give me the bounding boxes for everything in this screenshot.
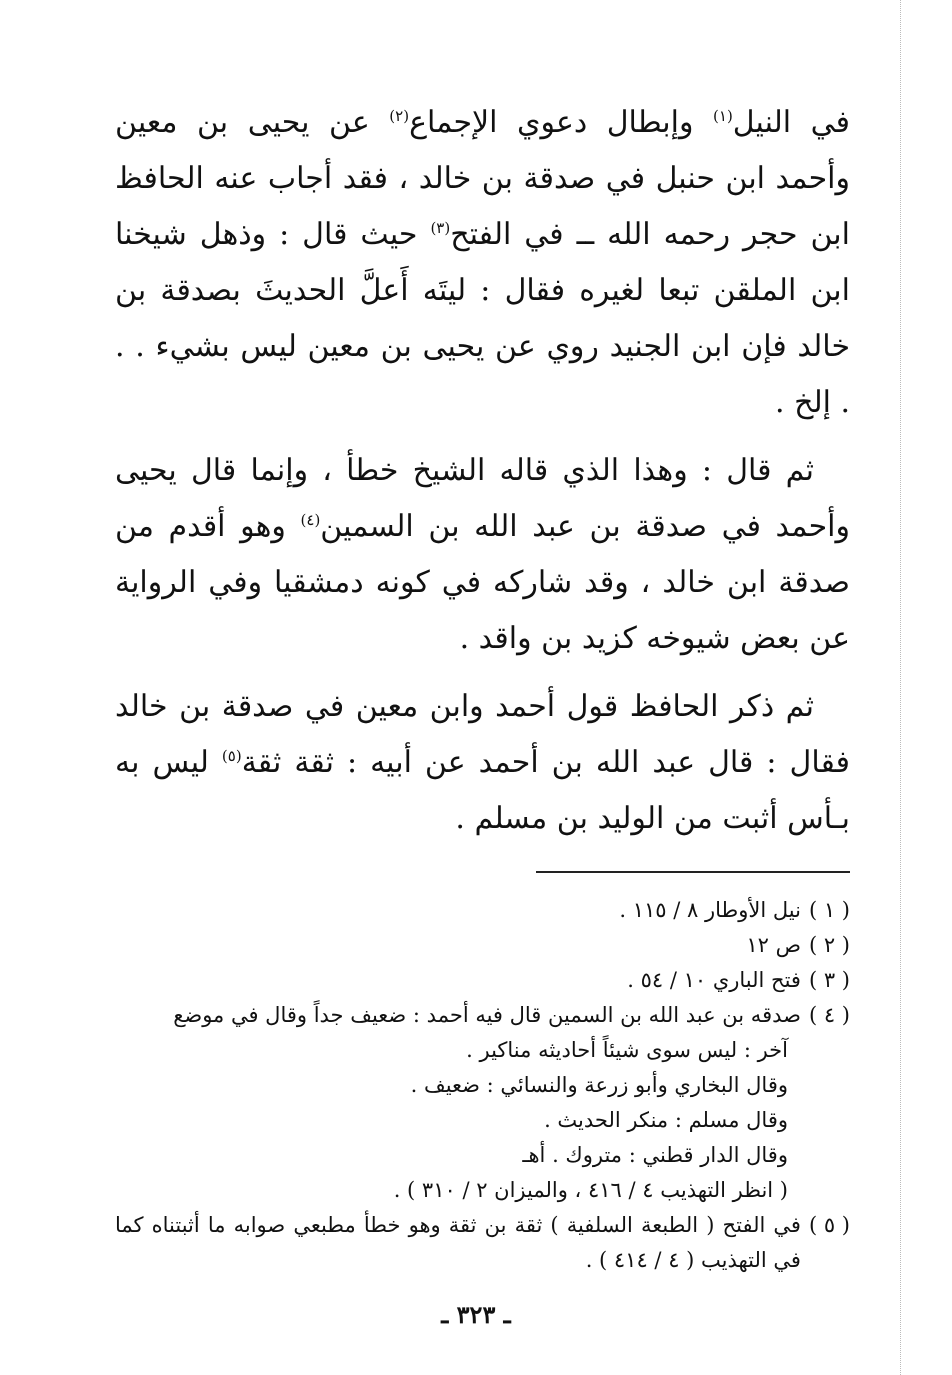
footnote-text: صدقه بن عبد الله بن السمين قال فيه أحمد : ضعيف جداً وقال في موضع xyxy=(173,1003,801,1027)
footnote-ref-3: (٣) xyxy=(430,219,451,237)
page-number: ـ ٣٢٣ ـ xyxy=(441,1300,511,1329)
text-segment: في النيل xyxy=(732,105,850,140)
text-segment: حيث قال : وذهل شيخنا ابن الملقن تبعا لغيره فقال : ليتَه أَعلَّ الحديثَ بصدقة بن خالد فإن ابن الجنيد روي عن يحيى بن معين ليس بشيء . . . إلخ . xyxy=(115,217,850,420)
main-text xyxy=(115,95,850,847)
footnote-5 xyxy=(115,1208,850,1278)
footnote-2 xyxy=(115,928,850,963)
paragraph-2 xyxy=(115,443,850,667)
footnote-ref-2: (٢) xyxy=(389,107,410,125)
text-segment: وهو أقدم من صدقة ابن خالد ، وقد شاركه في كونه دمشقيا وفي الرواية عن بعض شيوخه كزيد بن واقد . xyxy=(115,509,850,656)
footnote-text: فتح الباري ١٠ / ٥٤ . xyxy=(627,968,801,992)
text-segment: عن يحيى بن معين وأحمد ابن حنبل في صدقة بن خالد ، فقد أجاب عنه الحافظ ابن حجر رحمه الله ــ في الفتح xyxy=(115,105,850,252)
page-content xyxy=(115,95,850,1278)
text-segment: ثم ذكر الحافظ قول أحمد وابن معين في صدقة بن خالد فقال : قال عبد الله بن أحمد عن أبيه : ثقة ثقة xyxy=(115,689,850,780)
footnote-ref-5: (٥) xyxy=(221,747,242,765)
paragraph-1 xyxy=(115,95,850,431)
footnote-text: ص ١٢ xyxy=(746,933,801,957)
footnote-text: نيل الأوطار ٨ / ١١٥ . xyxy=(619,898,801,922)
footnote-4 xyxy=(115,998,850,1033)
footnote-3 xyxy=(115,963,850,998)
footnote-ref-4: (٤) xyxy=(300,511,321,529)
text-segment: وإبطال دعوي الإجماع xyxy=(409,105,714,140)
footnote-4-line-6: ( انظر التهذيب ٤ / ٤١٦ ، والميزان ٢ / ٣١٠ ) . xyxy=(393,1178,788,1202)
footnote-4-line-2: آخر : ليس سوى شيئاً أحاديثه مناكير . xyxy=(466,1038,788,1062)
footnotes xyxy=(115,893,850,1278)
footnote-number: ( ١ ) xyxy=(808,898,850,922)
footnote-number: ( ٥ ) xyxy=(808,1213,850,1237)
paragraph-3 xyxy=(115,679,850,847)
text-segment: ثم قال : وهذا الذي قاله الشيخ خطأ ، وإنما قال يحيى وأحمد في صدقة بن عبد الله بن السمين xyxy=(115,453,850,544)
footnote-number: ( ٤ ) xyxy=(808,1003,850,1027)
footnote-ref-1: (١) xyxy=(713,107,733,125)
footnote-4-line-5: وقال الدار قطني : متروك . أهـ xyxy=(522,1143,788,1167)
text-segment: ليس به بـأس أثبت من الوليد بن مسلم . xyxy=(115,745,850,836)
footnote-separator xyxy=(536,871,850,873)
footnote-number: ( ٢ ) xyxy=(808,933,850,957)
footnote-4-line-3: وقال البخاري وأبو زرعة والنسائي : ضعيف . xyxy=(410,1073,788,1097)
footnote-text: في الفتح ( الطبعة السلفية ) ثقة بن ثقة وهو خطأ مطبعي صوابه ما أثبتناه كما في التهذيب ( ٤ / ٤١٤ ) . xyxy=(115,1213,801,1272)
page-edge-dotted-line xyxy=(900,0,901,1375)
footnote-number: ( ٣ ) xyxy=(808,968,850,992)
footnote-1 xyxy=(115,893,850,928)
footnote-4-line-4: وقال مسلم : منكر الحديث . xyxy=(544,1108,788,1132)
